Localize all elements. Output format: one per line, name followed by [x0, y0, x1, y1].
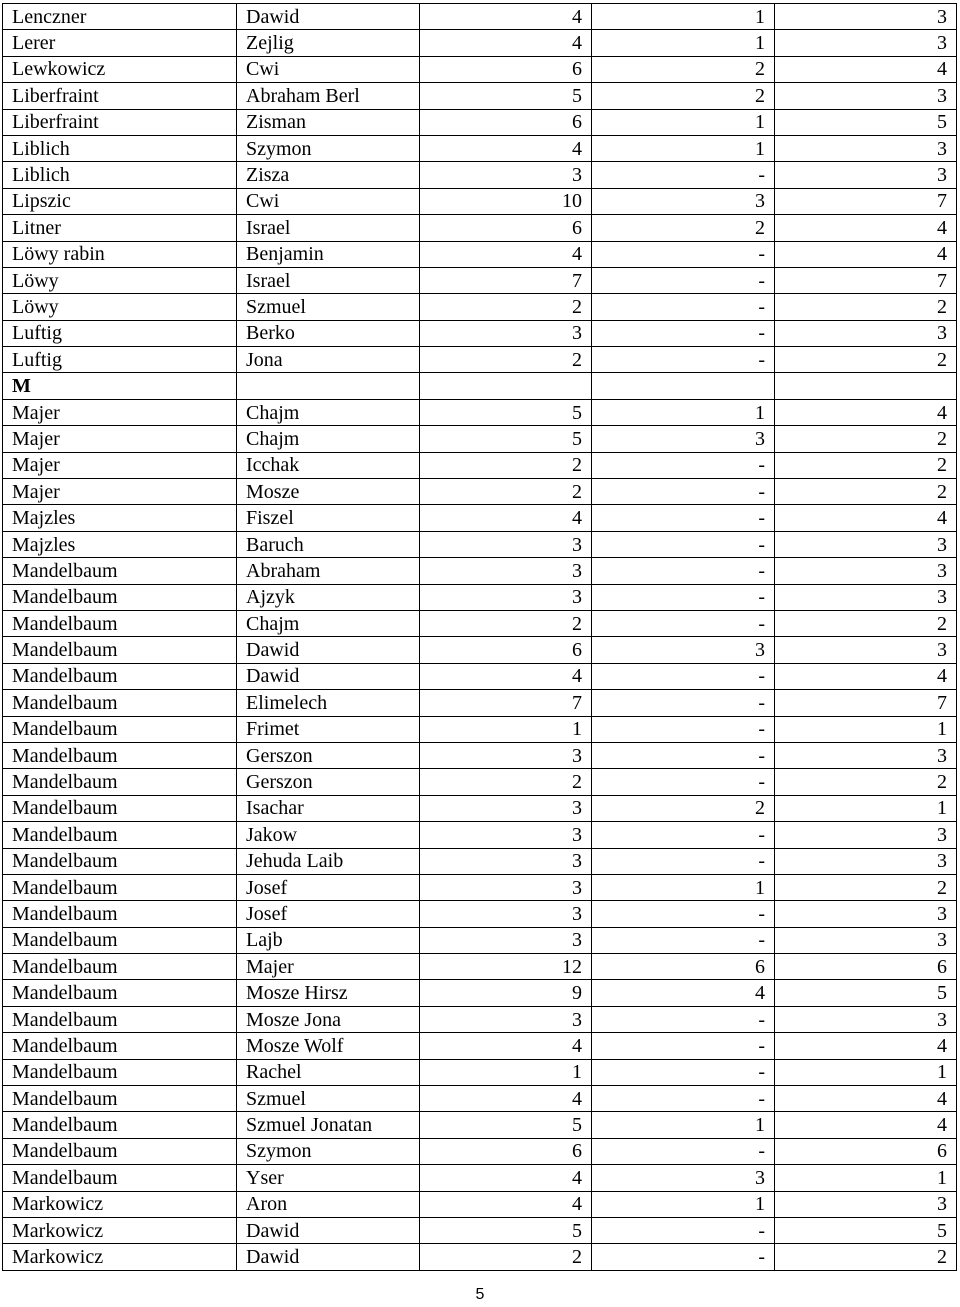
surname-cell: Mandelbaum: [3, 716, 237, 742]
count-cell-3: 3: [775, 558, 957, 584]
count-cell-1: 6: [420, 56, 592, 82]
surname-cell: Majer: [3, 426, 237, 452]
section-letter: M: [3, 373, 237, 399]
table-row: [3, 320, 957, 346]
count-cell-3: 7: [775, 188, 957, 214]
given-name-cell: Baruch: [237, 531, 420, 557]
count-cell-1: 3: [420, 558, 592, 584]
table-row: [3, 663, 957, 689]
count-cell-3: 4: [775, 241, 957, 267]
count-cell-1: 3: [420, 742, 592, 768]
count-cell-3: 2: [775, 426, 957, 452]
count-cell-2: 4: [592, 980, 775, 1006]
surname-cell: Mandelbaum: [3, 637, 237, 663]
table-row: [3, 1112, 957, 1138]
table-row: [3, 1138, 957, 1164]
given-name-cell: Mosze Hirsz: [237, 980, 420, 1006]
count-cell-1: 12: [420, 954, 592, 980]
table-row: [3, 452, 957, 478]
count-cell-3: 3: [775, 822, 957, 848]
count-cell-2: -: [592, 479, 775, 505]
surname-cell: Mandelbaum: [3, 954, 237, 980]
given-name-cell: Gerszon: [237, 769, 420, 795]
given-name-cell: Yser: [237, 1165, 420, 1191]
table-row: [3, 874, 957, 900]
count-cell-2: 3: [592, 426, 775, 452]
given-name-cell: Chajm: [237, 610, 420, 636]
table-row: [3, 1191, 957, 1217]
surname-cell: Lipszic: [3, 188, 237, 214]
count-cell-1: 3: [420, 901, 592, 927]
count-cell-3: 4: [775, 1112, 957, 1138]
count-cell-1: 4: [420, 135, 592, 161]
given-name-cell: Israel: [237, 267, 420, 293]
given-name-cell: Zejlig: [237, 30, 420, 56]
table-row: [3, 1165, 957, 1191]
count-cell-1: 6: [420, 1138, 592, 1164]
count-cell-2: -: [592, 241, 775, 267]
given-name-cell: Jakow: [237, 822, 420, 848]
count-cell-1: 10: [420, 188, 592, 214]
count-cell-3: 4: [775, 399, 957, 425]
count-cell-1: 5: [420, 426, 592, 452]
count-cell-2: 1: [592, 30, 775, 56]
count-cell-1: 2: [420, 294, 592, 320]
surname-cell: Majer: [3, 399, 237, 425]
count-cell-2: 1: [592, 874, 775, 900]
table-row: [3, 558, 957, 584]
count-cell-2: -: [592, 742, 775, 768]
count-cell-1: 4: [420, 241, 592, 267]
count-cell-3: 1: [775, 716, 957, 742]
surname-cell: Markowicz: [3, 1217, 237, 1243]
count-cell-2: 3: [592, 1165, 775, 1191]
count-cell-2: -: [592, 452, 775, 478]
count-cell-2: 2: [592, 795, 775, 821]
surname-cell: Mandelbaum: [3, 1112, 237, 1138]
surname-cell: Mandelbaum: [3, 769, 237, 795]
count-cell-3: 6: [775, 954, 957, 980]
count-cell-3: 4: [775, 505, 957, 531]
count-cell-2: -: [592, 531, 775, 557]
count-cell-2: -: [592, 663, 775, 689]
count-cell-2: -: [592, 505, 775, 531]
register-table-body: [3, 4, 957, 1271]
table-row: [3, 426, 957, 452]
count-cell-3: 3: [775, 1006, 957, 1032]
given-name-cell: Isachar: [237, 795, 420, 821]
count-cell-2: -: [592, 769, 775, 795]
given-name-cell: Abraham Berl: [237, 83, 420, 109]
given-name-cell: Jona: [237, 347, 420, 373]
table-row: [3, 848, 957, 874]
given-name-cell: Cwi: [237, 56, 420, 82]
count-cell-2: 6: [592, 954, 775, 980]
count-cell-3: 3: [775, 4, 957, 30]
count-cell-3: 2: [775, 769, 957, 795]
surname-cell: Liblich: [3, 135, 237, 161]
table-row: [3, 690, 957, 716]
count-cell-2: 3: [592, 637, 775, 663]
table-row: [3, 901, 957, 927]
surname-cell: Mandelbaum: [3, 584, 237, 610]
count-cell-2: 1: [592, 109, 775, 135]
count-cell-2: 1: [592, 399, 775, 425]
count-cell-3: 2: [775, 874, 957, 900]
table-row: [3, 795, 957, 821]
count-cell-1: 5: [420, 83, 592, 109]
count-cell-2: -: [592, 1138, 775, 1164]
given-name-cell: Majer: [237, 954, 420, 980]
count-cell-1: 5: [420, 399, 592, 425]
surname-cell: Majer: [3, 479, 237, 505]
table-row: [3, 56, 957, 82]
surname-cell: Mandelbaum: [3, 1138, 237, 1164]
surname-cell: Liberfraint: [3, 83, 237, 109]
table-row: [3, 162, 957, 188]
count-cell-2: 1: [592, 4, 775, 30]
table-row: [3, 769, 957, 795]
surname-cell: Markowicz: [3, 1244, 237, 1270]
table-row: [3, 479, 957, 505]
count-cell-1: 4: [420, 1086, 592, 1112]
count-cell-1: 3: [420, 822, 592, 848]
given-name-cell: Dawid: [237, 1244, 420, 1270]
count-cell-3: 3: [775, 848, 957, 874]
count-cell-1: 7: [420, 267, 592, 293]
count-cell-2: -: [592, 162, 775, 188]
count-cell-2: -: [592, 267, 775, 293]
surname-cell: Mandelbaum: [3, 1086, 237, 1112]
surname-cell: Majer: [3, 452, 237, 478]
surname-cell: Mandelbaum: [3, 610, 237, 636]
count-cell-1: 6: [420, 637, 592, 663]
count-cell-3: 6: [775, 1138, 957, 1164]
given-name-cell: Zisman: [237, 109, 420, 135]
count-cell-1: 2: [420, 610, 592, 636]
table-row: [3, 215, 957, 241]
count-cell-2: -: [592, 347, 775, 373]
given-name-cell: Dawid: [237, 1217, 420, 1243]
count-cell-1: 7: [420, 690, 592, 716]
given-name-cell: Mosze Wolf: [237, 1033, 420, 1059]
count-cell-2: 2: [592, 56, 775, 82]
surname-cell: Litner: [3, 215, 237, 241]
count-cell-3: 4: [775, 663, 957, 689]
count-cell-3: 3: [775, 135, 957, 161]
count-cell-1: 4: [420, 663, 592, 689]
count-cell-3: 5: [775, 109, 957, 135]
surname-cell: Majzles: [3, 531, 237, 557]
count-cell-1: 2: [420, 769, 592, 795]
table-row: [3, 1006, 957, 1032]
count-cell-3: 1: [775, 1165, 957, 1191]
count-cell-2: -: [592, 1059, 775, 1085]
given-name-cell: Frimet: [237, 716, 420, 742]
table-row: [3, 584, 957, 610]
table-row: [3, 1033, 957, 1059]
surname-cell: Mandelbaum: [3, 1165, 237, 1191]
count-cell-3: 4: [775, 56, 957, 82]
table-row: [3, 347, 957, 373]
count-cell-2: -: [592, 1244, 775, 1270]
surname-cell: Lerer: [3, 30, 237, 56]
count-cell-3: 4: [775, 1086, 957, 1112]
count-cell-2: -: [592, 1217, 775, 1243]
count-cell-2: -: [592, 848, 775, 874]
surname-cell: Majzles: [3, 505, 237, 531]
count-cell-3: 3: [775, 162, 957, 188]
count-cell-2: -: [592, 610, 775, 636]
surname-cell: Mandelbaum: [3, 690, 237, 716]
count-cell-2: -: [592, 927, 775, 953]
count-cell-2: 2: [592, 215, 775, 241]
count-cell-1: 1: [420, 1059, 592, 1085]
given-name-cell: Szymon: [237, 1138, 420, 1164]
count-cell-1: 3: [420, 795, 592, 821]
count-cell-2: -: [592, 1006, 775, 1032]
count-cell-1: 2: [420, 452, 592, 478]
table-row: [3, 4, 957, 30]
surname-cell: Mandelbaum: [3, 901, 237, 927]
count-cell-2: 1: [592, 1112, 775, 1138]
given-name-cell: Abraham: [237, 558, 420, 584]
table-row: [3, 716, 957, 742]
count-cell-1: 4: [420, 1191, 592, 1217]
count-cell-1: 2: [420, 347, 592, 373]
count-cell-2: -: [592, 822, 775, 848]
given-name-cell: Rachel: [237, 1059, 420, 1085]
surname-cell: Mandelbaum: [3, 558, 237, 584]
count-cell-1: 5: [420, 1217, 592, 1243]
count-cell-3: 2: [775, 347, 957, 373]
surname-cell: Markowicz: [3, 1191, 237, 1217]
table-row: [3, 822, 957, 848]
table-row: [3, 505, 957, 531]
count-cell-3: 1: [775, 1059, 957, 1085]
table-row: [3, 927, 957, 953]
count-cell-3: 3: [775, 584, 957, 610]
count-cell-2: -: [592, 1086, 775, 1112]
surname-cell: Lenczner: [3, 4, 237, 30]
surname-cell: Mandelbaum: [3, 980, 237, 1006]
surname-cell: Mandelbaum: [3, 848, 237, 874]
count-cell-3: [775, 373, 957, 399]
given-name-cell: Josef: [237, 874, 420, 900]
count-cell-3: 2: [775, 610, 957, 636]
count-cell-2: 2: [592, 83, 775, 109]
surname-cell: Luftig: [3, 320, 237, 346]
count-cell-2: -: [592, 1033, 775, 1059]
given-name-cell: Mosze: [237, 479, 420, 505]
given-name-cell: Aron: [237, 1191, 420, 1217]
given-name-cell: Szmuel: [237, 294, 420, 320]
count-cell-1: 2: [420, 1244, 592, 1270]
count-cell-1: 5: [420, 1112, 592, 1138]
given-name-cell: Berko: [237, 320, 420, 346]
table-row: [3, 135, 957, 161]
table-row: [3, 109, 957, 135]
count-cell-1: 4: [420, 1165, 592, 1191]
count-cell-2: -: [592, 320, 775, 346]
surname-cell: Löwy: [3, 294, 237, 320]
given-name-cell: Benjamin: [237, 241, 420, 267]
count-cell-3: 3: [775, 1191, 957, 1217]
surname-cell: Mandelbaum: [3, 874, 237, 900]
table-row: [3, 30, 957, 56]
count-cell-2: -: [592, 558, 775, 584]
count-cell-3: 2: [775, 452, 957, 478]
count-cell-2: 1: [592, 135, 775, 161]
table-row: [3, 954, 957, 980]
given-name-cell: Gerszon: [237, 742, 420, 768]
count-cell-3: 5: [775, 980, 957, 1006]
given-name-cell: Dawid: [237, 663, 420, 689]
table-row: [3, 267, 957, 293]
table-row: [3, 1086, 957, 1112]
given-name-cell: Szmuel Jonatan: [237, 1112, 420, 1138]
count-cell-3: 7: [775, 267, 957, 293]
given-name-cell: Mosze Jona: [237, 1006, 420, 1032]
given-name-cell: Chajm: [237, 399, 420, 425]
count-cell-3: 3: [775, 637, 957, 663]
count-cell-1: 3: [420, 531, 592, 557]
table-row: [3, 241, 957, 267]
given-name-cell: Fiszel: [237, 505, 420, 531]
count-cell-3: 2: [775, 1244, 957, 1270]
count-cell-3: 7: [775, 690, 957, 716]
table-row: [3, 980, 957, 1006]
count-cell-3: 1: [775, 795, 957, 821]
count-cell-3: 3: [775, 83, 957, 109]
table-row: [3, 637, 957, 663]
count-cell-1: 3: [420, 584, 592, 610]
count-cell-2: -: [592, 584, 775, 610]
page-number: 5: [475, 1286, 485, 1303]
table-row: [3, 1059, 957, 1085]
table-row: [3, 742, 957, 768]
table-row: [3, 294, 957, 320]
surname-cell: Liblich: [3, 162, 237, 188]
given-name-cell: Szymon: [237, 135, 420, 161]
table-row: [3, 610, 957, 636]
given-name-cell: Ajzyk: [237, 584, 420, 610]
table-row: [3, 1244, 957, 1270]
count-cell-2: 3: [592, 188, 775, 214]
count-cell-2: [592, 373, 775, 399]
count-cell-1: 2: [420, 479, 592, 505]
surname-cell: Mandelbaum: [3, 927, 237, 953]
count-cell-1: 4: [420, 4, 592, 30]
given-name-cell: Lajb: [237, 927, 420, 953]
count-cell-3: 2: [775, 479, 957, 505]
count-cell-1: 6: [420, 215, 592, 241]
count-cell-1: 3: [420, 162, 592, 188]
given-name-cell: Israel: [237, 215, 420, 241]
surname-cell: Mandelbaum: [3, 795, 237, 821]
count-cell-1: 3: [420, 320, 592, 346]
given-name-cell: Elimelech: [237, 690, 420, 716]
count-cell-3: 3: [775, 742, 957, 768]
count-cell-3: 3: [775, 927, 957, 953]
surname-cell: Mandelbaum: [3, 1059, 237, 1085]
given-name-cell: Szmuel: [237, 1086, 420, 1112]
count-cell-1: 4: [420, 505, 592, 531]
given-name-cell: Dawid: [237, 4, 420, 30]
table-row: [3, 531, 957, 557]
given-name-cell: [237, 373, 420, 399]
count-cell-3: 5: [775, 1217, 957, 1243]
count-cell-3: 3: [775, 901, 957, 927]
count-cell-2: -: [592, 901, 775, 927]
given-name-cell: Icchak: [237, 452, 420, 478]
given-name-cell: Cwi: [237, 188, 420, 214]
table-row: [3, 188, 957, 214]
register-table: [2, 3, 957, 1271]
surname-cell: Luftig: [3, 347, 237, 373]
surname-cell: Löwy rabin: [3, 241, 237, 267]
surname-cell: Lewkowicz: [3, 56, 237, 82]
count-cell-1: 3: [420, 927, 592, 953]
count-cell-1: 1: [420, 716, 592, 742]
surname-cell: Mandelbaum: [3, 663, 237, 689]
given-name-cell: Dawid: [237, 637, 420, 663]
surname-cell: Liberfraint: [3, 109, 237, 135]
table-row: [3, 1217, 957, 1243]
count-cell-2: -: [592, 716, 775, 742]
count-cell-1: 3: [420, 874, 592, 900]
count-cell-2: 1: [592, 1191, 775, 1217]
surname-cell: Mandelbaum: [3, 822, 237, 848]
count-cell-1: 6: [420, 109, 592, 135]
count-cell-1: 3: [420, 1006, 592, 1032]
given-name-cell: Zisza: [237, 162, 420, 188]
count-cell-2: -: [592, 690, 775, 716]
given-name-cell: Josef: [237, 901, 420, 927]
count-cell-2: -: [592, 294, 775, 320]
count-cell-3: 3: [775, 531, 957, 557]
count-cell-1: 4: [420, 1033, 592, 1059]
count-cell-1: [420, 373, 592, 399]
count-cell-3: 3: [775, 30, 957, 56]
given-name-cell: Jehuda Laib: [237, 848, 420, 874]
given-name-cell: Chajm: [237, 426, 420, 452]
count-cell-3: 4: [775, 215, 957, 241]
count-cell-3: 2: [775, 294, 957, 320]
table-row: [3, 83, 957, 109]
surname-cell: Mandelbaum: [3, 1006, 237, 1032]
count-cell-1: 4: [420, 30, 592, 56]
surname-cell: Löwy: [3, 267, 237, 293]
surname-cell: Mandelbaum: [3, 1033, 237, 1059]
count-cell-1: 3: [420, 848, 592, 874]
count-cell-1: 9: [420, 980, 592, 1006]
section-letter-row: [3, 373, 957, 399]
table-row: [3, 399, 957, 425]
count-cell-3: 3: [775, 320, 957, 346]
count-cell-3: 4: [775, 1033, 957, 1059]
surname-cell: Mandelbaum: [3, 742, 237, 768]
